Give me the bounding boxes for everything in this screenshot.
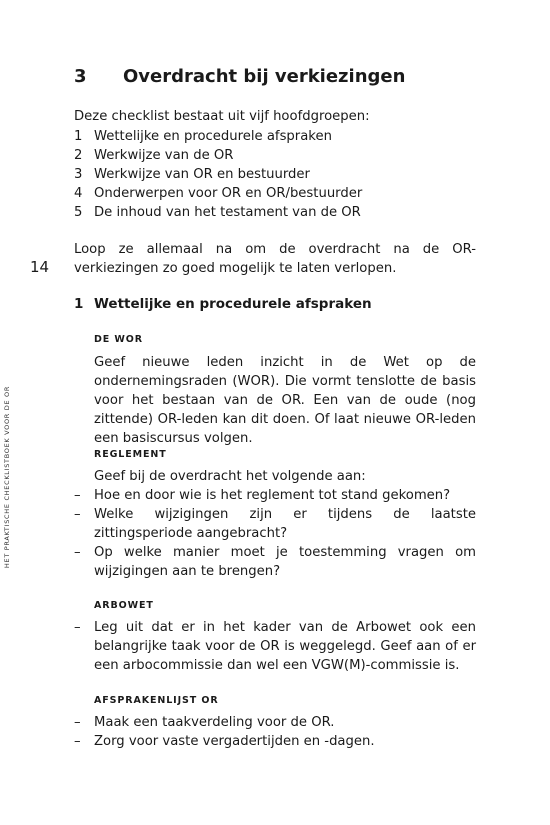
list-item-text: Hoe en door wie is het reglement tot stand gekomen?: [94, 488, 451, 503]
list-item: [74, 486, 476, 505]
subheading-reglement: REGLEMENT: [94, 449, 167, 460]
list-item-number: 2: [74, 148, 83, 163]
list-item: [74, 543, 476, 581]
list-item-number: 3: [74, 167, 83, 182]
section-number: 1: [74, 296, 84, 312]
list-item-number: 1: [74, 129, 83, 144]
subheading-arbowet: ARBOWET: [94, 600, 154, 611]
afsprakenlijst-list: [74, 713, 476, 751]
list-item: [74, 732, 476, 751]
subheading-afsprakenlijst: AFSPRAKENLIJST OR: [94, 695, 219, 706]
list-item: [74, 618, 476, 675]
list-item-text: Werkwijze van OR en bestuurder: [94, 167, 310, 182]
chapter-title: Overdracht bij verkiezingen: [123, 66, 406, 87]
dash-bullet: –: [74, 507, 81, 522]
group-list: [74, 127, 476, 222]
list-item-text: Maak een taakverdeling voor de OR.: [94, 715, 335, 730]
chapter-number: 3: [74, 66, 87, 87]
list-item: [74, 146, 476, 165]
list-item: [74, 713, 476, 732]
list-item-text: Onderwerpen voor OR en OR/bestuurder: [94, 186, 363, 201]
running-head: [0, 292, 14, 662]
list-item: [74, 184, 476, 203]
wor-paragraph: Geef nieuwe leden inzicht in de Wet op de ondernemingsraden (WOR). Die vormt tenslotte de basis voor het bestaan van de OR. Een van de oude (nog zittende) OR-leden kan dit doen. Of laat nieuwe OR-leden een basiscursus volgen.: [94, 355, 476, 446]
list-item-text: De inhoud van het testament van de OR: [94, 205, 361, 220]
arbowet-list: [74, 618, 476, 675]
loop-paragraph: Loop ze allemaal na om de overdracht na de OR-verkiezingen zo goed mogelijk te laten verlopen.: [74, 242, 476, 276]
subheading-wor: DE WOR: [94, 334, 143, 345]
list-item-text: Welke wijzigingen zijn er tijdens de laatste zittingsperiode aangebracht?: [94, 507, 476, 541]
dash-bullet: –: [74, 545, 81, 560]
list-item-text: Werkwijze van de OR: [94, 148, 234, 163]
section-heading: [74, 296, 372, 312]
intro-text: Deze checklist bestaat uit vijf hoofdgroepen:: [74, 109, 370, 124]
dash-bullet: –: [74, 734, 81, 749]
list-item-text: Wettelijke en procedurele afspraken: [94, 129, 332, 144]
section-title: Wettelijke en procedurele afspraken: [94, 296, 372, 312]
list-item: [74, 127, 476, 146]
page-number: 14: [30, 258, 50, 276]
dash-bullet: –: [74, 488, 81, 503]
list-item-text: Leg uit dat er in het kader van de Arbowet ook een belangrijke taak voor de OR is weggelegd. Geef aan of er een arbocommissie dan wel een VGW(M)-commissie is.: [94, 620, 476, 673]
dash-bullet: –: [74, 715, 81, 730]
list-item-text: Zorg voor vaste vergadertijden en -dagen.: [94, 734, 375, 749]
list-item-text: Op welke manier moet je toestemming vragen om wijzigingen aan te brengen?: [94, 545, 476, 579]
reglement-intro: Geef bij de overdracht het volgende aan:: [94, 469, 366, 484]
dash-bullet: –: [74, 620, 81, 635]
list-item: [74, 505, 476, 543]
list-item-number: 4: [74, 186, 83, 201]
list-item-number: 5: [74, 205, 83, 220]
reglement-list: [74, 486, 476, 581]
list-item: [74, 165, 476, 184]
running-head-text: HET PRAKTISCHE CHECKLISTBOEK VOOR DE OR: [3, 385, 11, 569]
list-item: [74, 203, 476, 222]
